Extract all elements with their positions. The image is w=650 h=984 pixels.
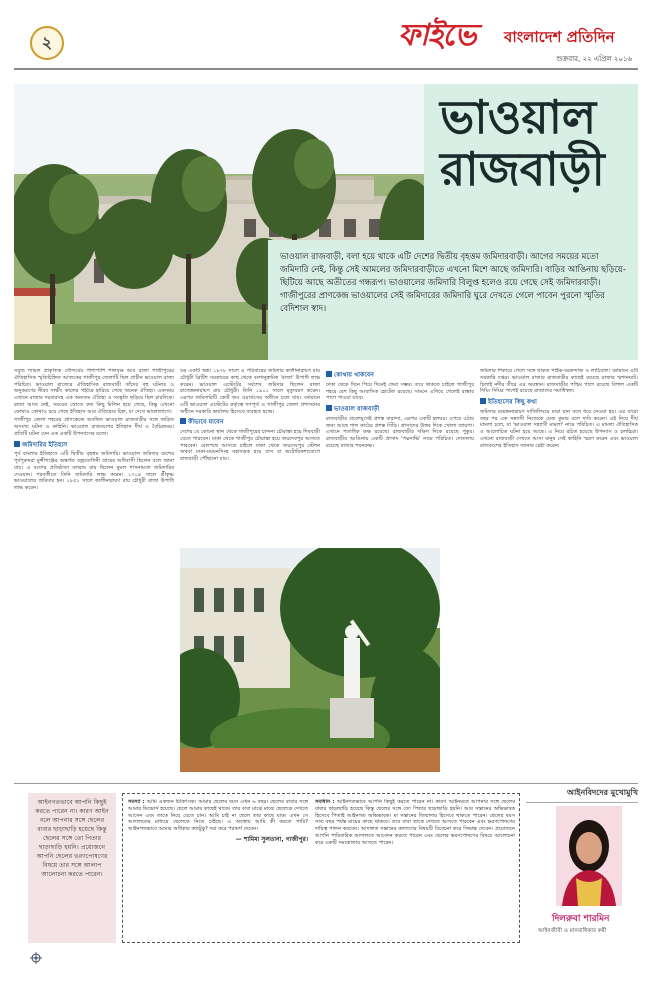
newspaper-logo: বাংলাদেশ প্রতিদিন — [504, 28, 615, 46]
article-paragraph: রাজবাড়ীর প্রবেশমুখেই প্রশস্ত বারান্দা, এরপর একটি হলঘর। ওপরে ওঠার জন্য আছে শাল কাঠের প্রশস্ত সিঁড়ি। প্রাসাদের উত্তর দিকে খোলা জায়গা। এখানে শতাধিক কক্ষ রয়েছে। রাজবাড়ীর দক্ষিণ দিকে রয়েছে পুকুর। রাজবাড়ীর আঙিনায় একটি প্রাসাদ 'পদ্মনাভি' নামে পরিচিত। দোতলায় রয়েছে রাজার শয়নকক্ষ। — [326, 415, 474, 449]
bullet-square-icon — [326, 371, 332, 377]
article-title-box — [424, 84, 638, 240]
advice-side-note: আইনগতভাবে আপনি কিছুই করতে পারেন না। কারণ আইন বলে আপনার সঙ্গে ছেলের বাবার ছাড়াছাড়ি হয়েছে কিন্তু ছেলের সঙ্গে তো পিতার ছাড়াছাড়ি হয়নি। প্রয়োজনে আপনি ছেলের ভরণপোষণের বিষয়ে তার সঙ্গে আলাপ আলোচনা করতে পারেন। — [28, 793, 116, 943]
bullet-square-icon — [326, 405, 332, 411]
section-divider — [14, 783, 638, 784]
article-paragraph: সবুজ শ্যামল প্রাকৃতিক সৌন্দর্যের পাশাপাশি শালবৃক্ষ আর রাজা গাজীপুরের ঐতিহাসিক স্মৃতিচিহ্নিত আজকের গাজীপুর জেলাটি ছিল প্রাচীন ভাওয়াল রাজ্য পরিচিত। ভাওয়াল রাজ্যের ঐতিহাসিক রাজবাড়ী তাঁদের বহু ঘটনার ও অনুকরণের নীরব সাক্ষী। কালের গহ্বরে হারিয়ে গেছে অনেক ঐতিহ্য। একসময় এখানে রাজার দরবারসহ এক অন্যতম ঐতিহ্য ও সংস্কৃতি ছড়িয়ে ছিল চারদিকে। রাজা আজ নেই, সময়ের স্রোতে কত কিছু মিলিন হয়ে গেছে, কিন্তু এখনো কোথাও কোথাও রয়ে গেছে ইতিহাস আর ঐতিহ্যের চিহ্ন, যা দেখে ভালোলাগে। — [14, 368, 174, 415]
article-paragraph: ঢাকা থেকে দিনে গিয়ে দিনেই ফেরা সম্ভব। তবে থাকতে চাইলে গাজীপুর শহরে বেশ কিছু আবাসিক হোটেল রয়েছে। সামনে এগিয়ে গেলেই রাস্তার পাশে পাওয়া যাবে। — [326, 381, 474, 402]
article-paragraph: দেশের যে কোনো স্থান থেকে গাজীপুরের চান্দনা চৌরাস্তা হয়ে শিববাড়ী যেতে পারবেন। ঢাকা থেকে গাজীপুর চৌরাস্তা হয়ে জয়দেবপুর আসতে পারবেন। রেলপথে আসতে চাইলে ঢাকা থেকে জয়দেবপুর স্টেশন অথবা ঢাকা-ময়মনসিংহ মহাসড়ক হয়ে বাস বা অটোরিকশাযোগে রাজবাড়ী পৌঁছানো যায়। — [180, 429, 320, 463]
solution-text: আইনগতভাবে আপনি কিছুই করতে পারেন না। কারণ আইনমতে আপনার সঙ্গে ছেলের বাবার ছাড়াছাড়ি হয়েছে কিন্তু ছেলের সঙ্গে তো পিতার ছাড়াছাড়ি হয়নি। আর সন্তানের অভিভাবক হিসেবে পিতাই আইনগত অভিভাবক। মা সন্তানের জিম্মাদার হিসেবে থাকতে পারেন। ছেলের বয়স সাত বছর পর্যন্ত মায়ের কাছে থাকবে। তবে বাবা তাকে দেখতে আসতে পারবেন এবং ভরণপোষণের দায়িত্ব পালন করবেন। আদালত সন্তানের কল্যাণের বিষয়টি বিবেচনা করে সিদ্ধান্ত দেবেন। প্রয়োজনে আপনি পারিবারিক আদালতে আবেদন করতে পারেন এবং ছেলের ভরণপোষণের বিষয়ে আলোচনা করে একটি সমঝোতায় আসতে পারেন। — [315, 799, 515, 846]
article-paragraph: জমিদার রমেন্দ্রনারায়ণ দার্জিলিংয়ে মারা যান বলে ধরে নেওয়া হয়। এর বারো বছর পর এক সন্ন্যাসী নিজেকে মেজ কুমার বলে দাবি করেন। এই নিয়ে দীর্ঘ মামলা চলে, যা 'ভাওয়াল সন্ন্যাসী মামলা' নামে পরিচিত। এ মামলা ঐতিহাসিক ও আলোচিত ঘটনা হয়ে আছে। এ নিয়ে রচিত হয়েছে উপন্যাস ও চলচ্চিত্র। এখনো রাজবাড়ী দেখতে আসা মানুষ সেই কাহিনি স্মরণ করেন এবং ভাওয়াল রাজবংশের ইতিহাস জানার চেষ্টা করেন। — [480, 408, 638, 449]
legal-advice-section — [14, 788, 638, 958]
subheading-history-notes: ইতিহাসের কিছু কথা — [480, 398, 638, 407]
article-paragraph: বড় একটি অঙ্ক। ১৮৭৮ সালে এ পরিবারের জমিদার কালীনারায়ণ রায় চৌধুরী ব্রিটিশ সরকারের কাছ থেকে বংশানুক্রমিক 'রাজা' উপাধি লাভ করেন। ভাওয়াল এস্টেটের সর্বশেষ জমিদার ছিলেন রাজা রাজেন্দ্রনারায়ণ রায় চৌধুরী। তিনি ১৯০১ সালে মৃত্যুবরণ করেন। এরপর জমিদারিটি কোর্ট অব ওয়ার্ডসের অধীনে চলে যায়। বর্তমানে এটি ভাওয়াল এস্টেটের কর্তৃত্বে গণপূর্ত ও গাজীপুর জেলা প্রশাসনের অধীনে সরকারি কার্যালয় হিসেবে ব্যবহৃত হচ্ছে। — [180, 368, 320, 415]
page-header — [0, 0, 650, 80]
article-title — [440, 92, 635, 195]
article-column-3 — [326, 368, 474, 544]
expert-name: দিলরুবা শারমিন — [552, 914, 610, 924]
header-divider — [14, 68, 638, 70]
problem-text: আমি একজন চিকিৎসক। আমার ছেলের বয়স এখন ৬ বছর। ছেলের বাবার সঙ্গে আমার ডিভোর্স হয়েছে। ছেলে আমার কাছেই থাকে। তার বাবা মাঝে মাঝে ছেলেকে দেখতে আসেন এবং তাকে নিয়ে যেতে চান। আমি চাই না ছেলে তার কাছে যাক। এখন সে আদালতের মাধ্যমে ছেলেকে নিতে চাইছে। এ অবস্থায় আমি কী করতে পারি? আইনগতভাবে আমার অধিকার কতটুকু? দয়া করে পরামর্শ দেবেন। — [128, 799, 308, 833]
article-paragraph: পূর্ব বাংলার ইতিহাসে এটি দ্বিতীয় বৃহত্তম জমিদারি। ভাওয়াল জমিদার বংশের পূর্বপুরুষরা মুন্সীগঞ্জের অন্তর্গত বজ্রযোগিনী গ্রামের অধিবাসী ছিলেন বলে জানা যায়। এ বংশের প্রতিষ্ঠাতা বলরাম রায় ছিলেন মুঘল শাসনামলে জমিদারির দেওয়ান। পরবর্তীতে তিনি জমিদারি লাভ করেন। ১৭০৪ সালে শ্রীকৃষ্ণ ভাওয়ালের জমিদার হন। ১৮৫১ সালে কালীনারায়ণ রায় চৌধুরী রাজা উপাধি লাভ করেন। — [14, 451, 174, 492]
advice-section-title: আইনবিদদের মুখোমুখি — [526, 788, 638, 803]
article-intro: ভাওয়াল রাজবাড়ী, বলা হয়ে থাকে এটি দেশের দ্বিতীয় বৃহত্তম জমিদারবাড়ী। আগের সময়ের মতো জমিদারি নেই, কিন্তু সেই আমলের জমিদারবাড়ীতে এখনো মিশে আছে জমিদারি। বাড়ির আঙিনায় ছড়িয়ে-ছিটিয়ে আছে অতীতের গন্ধরূপ। ভাওয়ালের জমিদারি বিলুপ্ত হলেও রয়ে গেছে সেই জমিদারবাড়ী। গাজীপুরের প্রাণকেন্দ্র ভাওয়ালের সেই জমিদারের জমিদারি ঘুরে দেখতে গেলে পাবেন পুরনো স্মৃতির বেদিশাল স্বাদ। — [268, 240, 638, 360]
advice-problem — [128, 799, 308, 937]
problem-label: সমস্যা : — [128, 799, 145, 805]
page-number: ২ — [30, 26, 64, 60]
solution-label: সমাধান : — [315, 799, 335, 805]
magazine-logo: ফাইভে — [398, 18, 476, 53]
garden-statue-photo — [180, 548, 440, 772]
registration-mark-icon — [30, 952, 42, 964]
problem-signature: — শামিমা সুলতানা, গাজীপুর। — [235, 835, 308, 843]
bullet-square-icon — [180, 418, 186, 424]
article-paragraph: জমিদার শিকারে গেলে সঙ্গে থাকত পাইক-বরকন্দাজ ও লাঠিয়াল। বর্তমানে এটি সরকারি দপ্তর। ভাওয়াল রাজার রাজবাড়ীর কাছেই রয়েছে রাজার শ্মশানঘাট। চিলাই নদীর তীরে এর অবস্থান। রাজবাড়ীর পশ্চিম পাশে রয়েছে বিশাল একটি দিঘি। দিঘির পাশেই রয়েছে রাজাদের সমাধিস্থল। — [480, 368, 638, 395]
subheading-palace: ভাওয়াল রাজবাড়ী — [326, 405, 474, 414]
bullet-square-icon — [480, 398, 486, 404]
subheading-how-to-go: কীভাবে যাবেন — [180, 418, 320, 427]
article-title-line2: রাজবাড়ী — [440, 141, 605, 196]
expert-panel — [526, 788, 638, 948]
bullet-square-icon — [14, 441, 20, 447]
subheading-where-to-stay: কোথায় থাকবেন — [326, 371, 474, 380]
expert-role: আইনজীবী ও মানবাধিকার কর্মী — [538, 928, 607, 934]
issue-date: শুক্রবার, ২২ এপ্রিল ২০১৬ — [556, 55, 632, 63]
advice-solution — [315, 799, 515, 937]
advice-qa-box — [122, 793, 520, 943]
article-paragraph: গাজীপুর জেলা শহরের প্রাণকেন্দ্রে অবস্থিত ভাওয়াল রাজবাড়ীর সঙ্গে জড়িত অসংখ্য ঘটনা ও কাহিনি। ভাওয়াল রাজবংশের ইতিহাস দীর্ঘ ও বৈচিত্র্যময়। প্রতিটি ঘটনা যেন এক একটি উপন্যাসের মতো। — [14, 417, 174, 437]
article-column-1 — [14, 368, 174, 780]
article-title-line1: ভাওয়াল — [440, 90, 597, 144]
expert-avatar — [556, 806, 622, 906]
article-column-2 — [180, 368, 320, 544]
article-column-4 — [480, 368, 638, 780]
subheading-history: জমিদারির ইতিহাস — [14, 441, 174, 450]
